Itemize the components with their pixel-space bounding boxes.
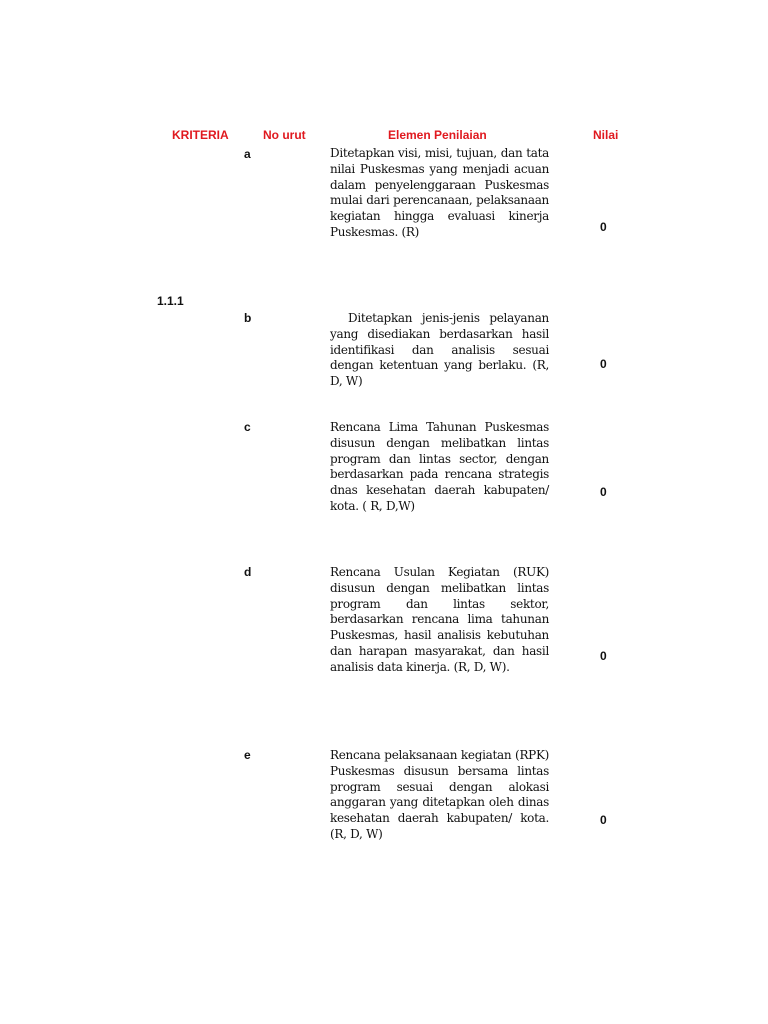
- row-c-elemen: Rencana Lima Tahunan Puskesmas disusun dengan melibatkan lintas program dan lintas sector, dengan berdasarkan pada rencana strategis dnas kesehatan daerah kabupaten/ kota. ( R, D,W): [330, 420, 549, 513]
- row-b-elemen: Ditetapkan jenis-jenis pelayanan yang disediakan berdasarkan hasil identifikasi dan analisis sesuai dengan ketentuan yang berlaku. (R, D, W): [330, 311, 549, 389]
- header-no-urut: No urut: [263, 128, 306, 142]
- row-e-no: e: [244, 748, 251, 762]
- row-b-nilai: 0: [600, 357, 607, 371]
- row-d-nilai: 0: [600, 649, 607, 663]
- header-elemen-penilaian: Elemen Penilaian: [388, 128, 487, 142]
- row-d-no: d: [244, 565, 252, 579]
- row-a-nilai: 0: [600, 220, 607, 234]
- row-c-no: c: [244, 420, 251, 434]
- row-e-elemen: Rencana pelaksanaan kegiatan (RPK) Puskesmas disusun bersama lintas program sesuai dengan alokasi anggaran yang ditetapkan oleh dinas kesehatan daerah kabupaten/ kota. (R, D, W): [330, 748, 549, 841]
- row-d-elemen: Rencana Usulan Kegiatan (RUK) disusun dengan melibatkan lintas program dan lintas sektor, berdasarkan rencana lima tahunan Puskesmas, hasil analisis kebutuhan dan harapan masyarakat, dan hasil analisis data kinerja. (R, D, W).: [330, 565, 549, 674]
- header-nilai: Nilai: [593, 128, 619, 142]
- row-b-no: b: [244, 311, 252, 325]
- kriteria-code: 1.1.1: [157, 294, 184, 308]
- header-kriteria: KRITERIA: [172, 128, 229, 142]
- row-c-nilai: 0: [600, 485, 607, 499]
- row-e-nilai: 0: [600, 813, 607, 827]
- row-a-elemen: Ditetapkan visi, misi, tujuan, dan tata nilai Puskesmas yang menjadi acuan dalam penyelenggaraan Puskesmas mulai dari perencanaan, pelaksanaan kegiatan hingga evaluasi kinerja Puskesmas. (R): [330, 146, 549, 239]
- row-a-no: a: [244, 147, 251, 161]
